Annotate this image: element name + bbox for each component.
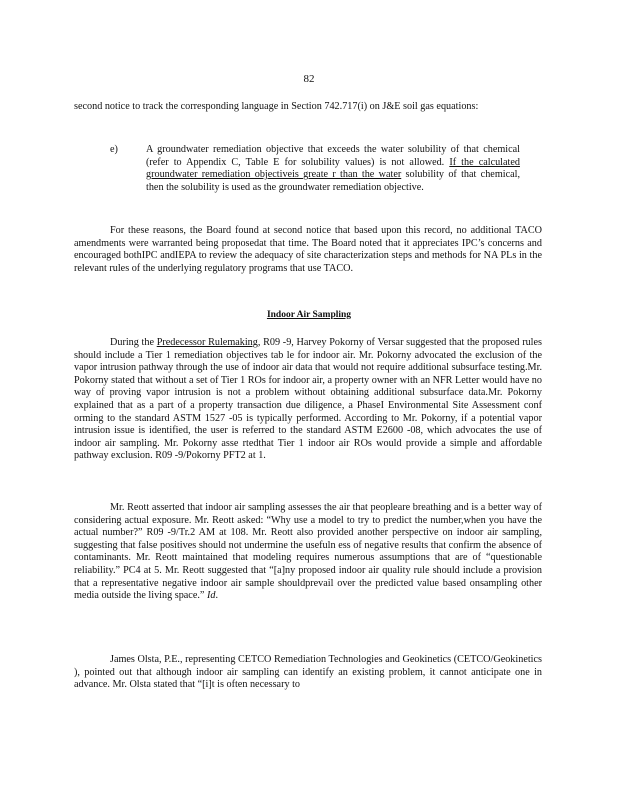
- list-item-e: [146, 144, 520, 194]
- section-heading: [0, 310, 618, 320]
- pokorny-lead: During the: [110, 337, 155, 348]
- section-heading-text: Indoor Air Sampling: [266, 310, 352, 320]
- item-e-tail-text: solubility of that chemical, then the solubility is used as the groundwater remediation objective.: [146, 169, 520, 193]
- reasons-paragraph: For these reasons, the Board found at second notice that based upon this record, no additional TACO amendments were warranted being proposedat that time. The Board noted that it appreciates IPC’s concerns and encouraged bothIPC andIEPA to review the adequacy of site characterization steps and methods for NA PLs in the relevant rules of the underlying regulatory programs that use TACO.: [74, 225, 542, 274]
- item-e-underlined-text: If the calculated groundwater remediation objectiveis greate r than the water: [146, 156, 520, 181]
- list-marker: e): [110, 144, 118, 155]
- olsta-paragraph: James Olsta, P.E., representing CETCO Remediation Technologies and Geokinetics (CETCO/Geokinetics ), pointed out that although indoor air sampling can identify an existing problem, it cannot anticipate one in advance. Mr. Olsta stated that “[i]t is often necessary to: [74, 654, 542, 691]
- reott-text: Mr. Reott asserted that indoor air sampling assesses the air that peopleare breathing and is a better way of considering actual exposure. Mr. Reott asked: “Why use a model to try to predict the number,when you have the actual number?” R09 -9/Tr.2 AM at 108. Mr. Reott also provided another perspective on indoor air sampling, suggesting that false positives should not undermine the usefuln ess of negative results that confirm the absence of contaminants. Mr. Reott maintained that modeling requires numerous assumptions that are of “questionable reliability.” PC4 at 5. Mr. Reott suggested that “[a]ny proposed indoor air quality rule should include a provision that a representative negative indoor air sample shouldprevail over the predicted value based onsampling other media outside the living space.”: [74, 502, 542, 602]
- predecessor-rulemaking-ref: Predecessor Rulemaking: [156, 337, 258, 348]
- reott-paragraph: [74, 502, 542, 603]
- page-number: 82: [303, 73, 315, 85]
- reott-end: .: [215, 590, 219, 602]
- reott-cite: Id: [206, 590, 216, 602]
- item-e-plain-text: A groundwater remediation objective that exceeds the water solubility of that chemical (refer to Appendix C, Table E for solubility values) is not allowed.: [146, 144, 520, 168]
- pokorny-rest: , R09 -9, Harvey Pokorny of Versar suggested that the proposed rules should include a Tier 1 remediation objectives tab le for indoor air. Mr. Pokorny advocated the exclusion of the vapor intrusion pathway through the use of indoor air data that would not require additional subsurface testing.Mr. Pokorny stated that without a set of Tier 1 ROs for indoor air, a property owner with an NFR Letter would have no way of proving vapor intrusion is not a problem without obtaining additional subsurface data.Mr. Pokorny explained that as a part of a property transaction due diligence, a PhaseI Environmental Site Assessment conf orming to the standard ASTM 1527 -05 is typically performed. According to Mr. Pokorny, if a potential vapor intrusion issue is identified, the user is referred to the standard ASTM E2600 -08, which advocates the use of indoor air sampling. Mr. Pokorny asse rtedthat Tier 1 indoor air ROs would provide a simple and affordable pathway exclusion. R09 -9/Pokorny PFT2 at 1.: [74, 337, 543, 462]
- pokorny-paragraph: [74, 337, 542, 463]
- continuation-paragraph: second notice to track the corresponding language in Section 742.717(i) on J&E soil gas equations:: [74, 101, 479, 112]
